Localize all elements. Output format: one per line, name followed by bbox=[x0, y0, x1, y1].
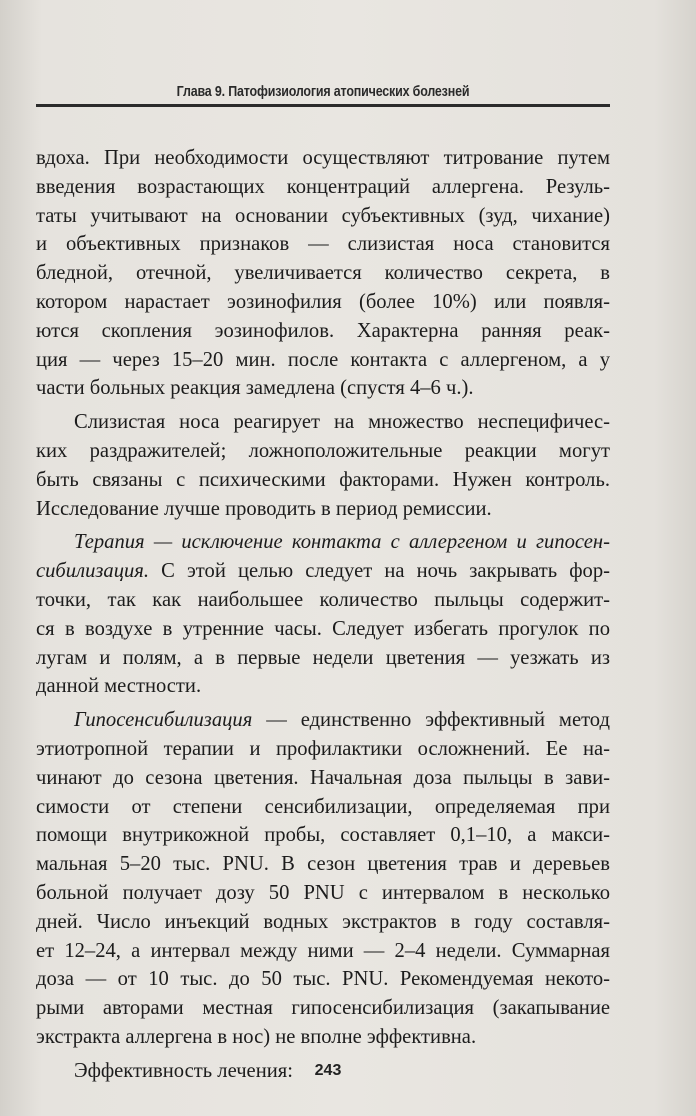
text-line: чинают до сезона цветения. Начальная доза пыльцы в зави- bbox=[36, 766, 610, 789]
text-line: котором нарастает эозинофилия (более 10%) или появля- bbox=[36, 290, 610, 313]
text-line: и объективных признаков — слизистая носа становится bbox=[36, 233, 610, 256]
text-run: С этой целью следует на ночь закрывать фор- bbox=[149, 560, 610, 583]
text-line: Эффективность лечения: bbox=[74, 1059, 293, 1082]
paragraph-1 bbox=[36, 144, 610, 403]
text-line: этиотропной терапии и профилактики осложнений. Ее на- bbox=[36, 737, 610, 760]
paragraph-therapy bbox=[36, 528, 610, 701]
italic-lead: сибилизация. bbox=[36, 560, 150, 583]
page-number: 243 bbox=[314, 1062, 342, 1079]
text-line: мальная 5–20 тыс. PNU. В сезон цветения трав и деревьев bbox=[36, 853, 610, 876]
text-line: симости от степени сенсибилизации, определяемая при bbox=[36, 795, 610, 818]
header-rule bbox=[36, 104, 610, 107]
text-line: доза — от 10 тыс. до 50 тыс. PNU. Рекомендуемая некото- bbox=[36, 968, 610, 991]
text-line: быть связаны с психическими факторами. Нужен контроль. bbox=[36, 468, 610, 491]
text-line bbox=[36, 528, 610, 557]
italic-lead: Терапия — исключение контакта с аллергеном и гипосен- bbox=[74, 531, 610, 554]
text-line: таты учитывают на основании субъективных (зуд, чихание) bbox=[36, 204, 610, 227]
text-line: ся в воздухе в утренние часы. Следует избегать прогулок по bbox=[36, 617, 610, 640]
text-line: ет 12–24, а интервал между ними — 2–4 недели. Суммарная bbox=[36, 939, 610, 962]
text-line: данной местности. bbox=[36, 675, 202, 698]
text-line: дней. Число инъекций водных экстрактов в году составля- bbox=[36, 910, 610, 933]
text-line bbox=[36, 706, 610, 735]
paragraph-2 bbox=[36, 408, 610, 523]
text-line: ких раздражителей; ложноположительные реакции могут bbox=[36, 439, 610, 462]
text-line: введения возрастающих концентраций аллергена. Резуль- bbox=[36, 175, 610, 198]
body-text bbox=[36, 144, 610, 1086]
text-line: вдоха. При необходимости осуществляют титрование путем bbox=[36, 147, 610, 169]
text-line: больной получает дозу 50 PNU с интервалом в несколько bbox=[36, 881, 610, 904]
paragraph-hyposensitization bbox=[36, 706, 610, 1052]
text-line: Исследование лучше проводить в период ремиссии. bbox=[36, 497, 492, 520]
text-line: ются скопления эозинофилов. Характерна ранняя реак- bbox=[36, 319, 610, 342]
text-line: Слизистая носа реагирует на множество неспецифичес- bbox=[74, 411, 610, 434]
running-head: Глава 9. Патофизиология атопических болезней bbox=[176, 84, 470, 100]
italic-lead: Гипосенсибилизация bbox=[74, 709, 253, 732]
text-line: ция — через 15–20 мин. после контакта с аллергеном, а у bbox=[36, 348, 610, 371]
text-run: — единственно эффективный метод bbox=[252, 709, 610, 732]
text-line: помощи внутрикожной пробы, составляет 0,1–10, а макси- bbox=[36, 824, 610, 847]
text-line bbox=[36, 557, 610, 586]
text-line: части больных реакция замедлена (спустя 4–6 ч.). bbox=[36, 377, 474, 400]
text-line: бледной, отечной, увеличивается количество секрета, в bbox=[36, 262, 610, 285]
text-line: рыми авторами местная гипосенсибилизация (закапывание bbox=[36, 997, 610, 1020]
text-line: экстракта аллергена в нос) не вполне эффективна. bbox=[36, 1025, 477, 1048]
text-line: точки, так как наибольшее количество пыльцы содержит- bbox=[36, 588, 610, 611]
text-line: лугам и полям, а в первые недели цветения — уезжать из bbox=[36, 646, 610, 669]
